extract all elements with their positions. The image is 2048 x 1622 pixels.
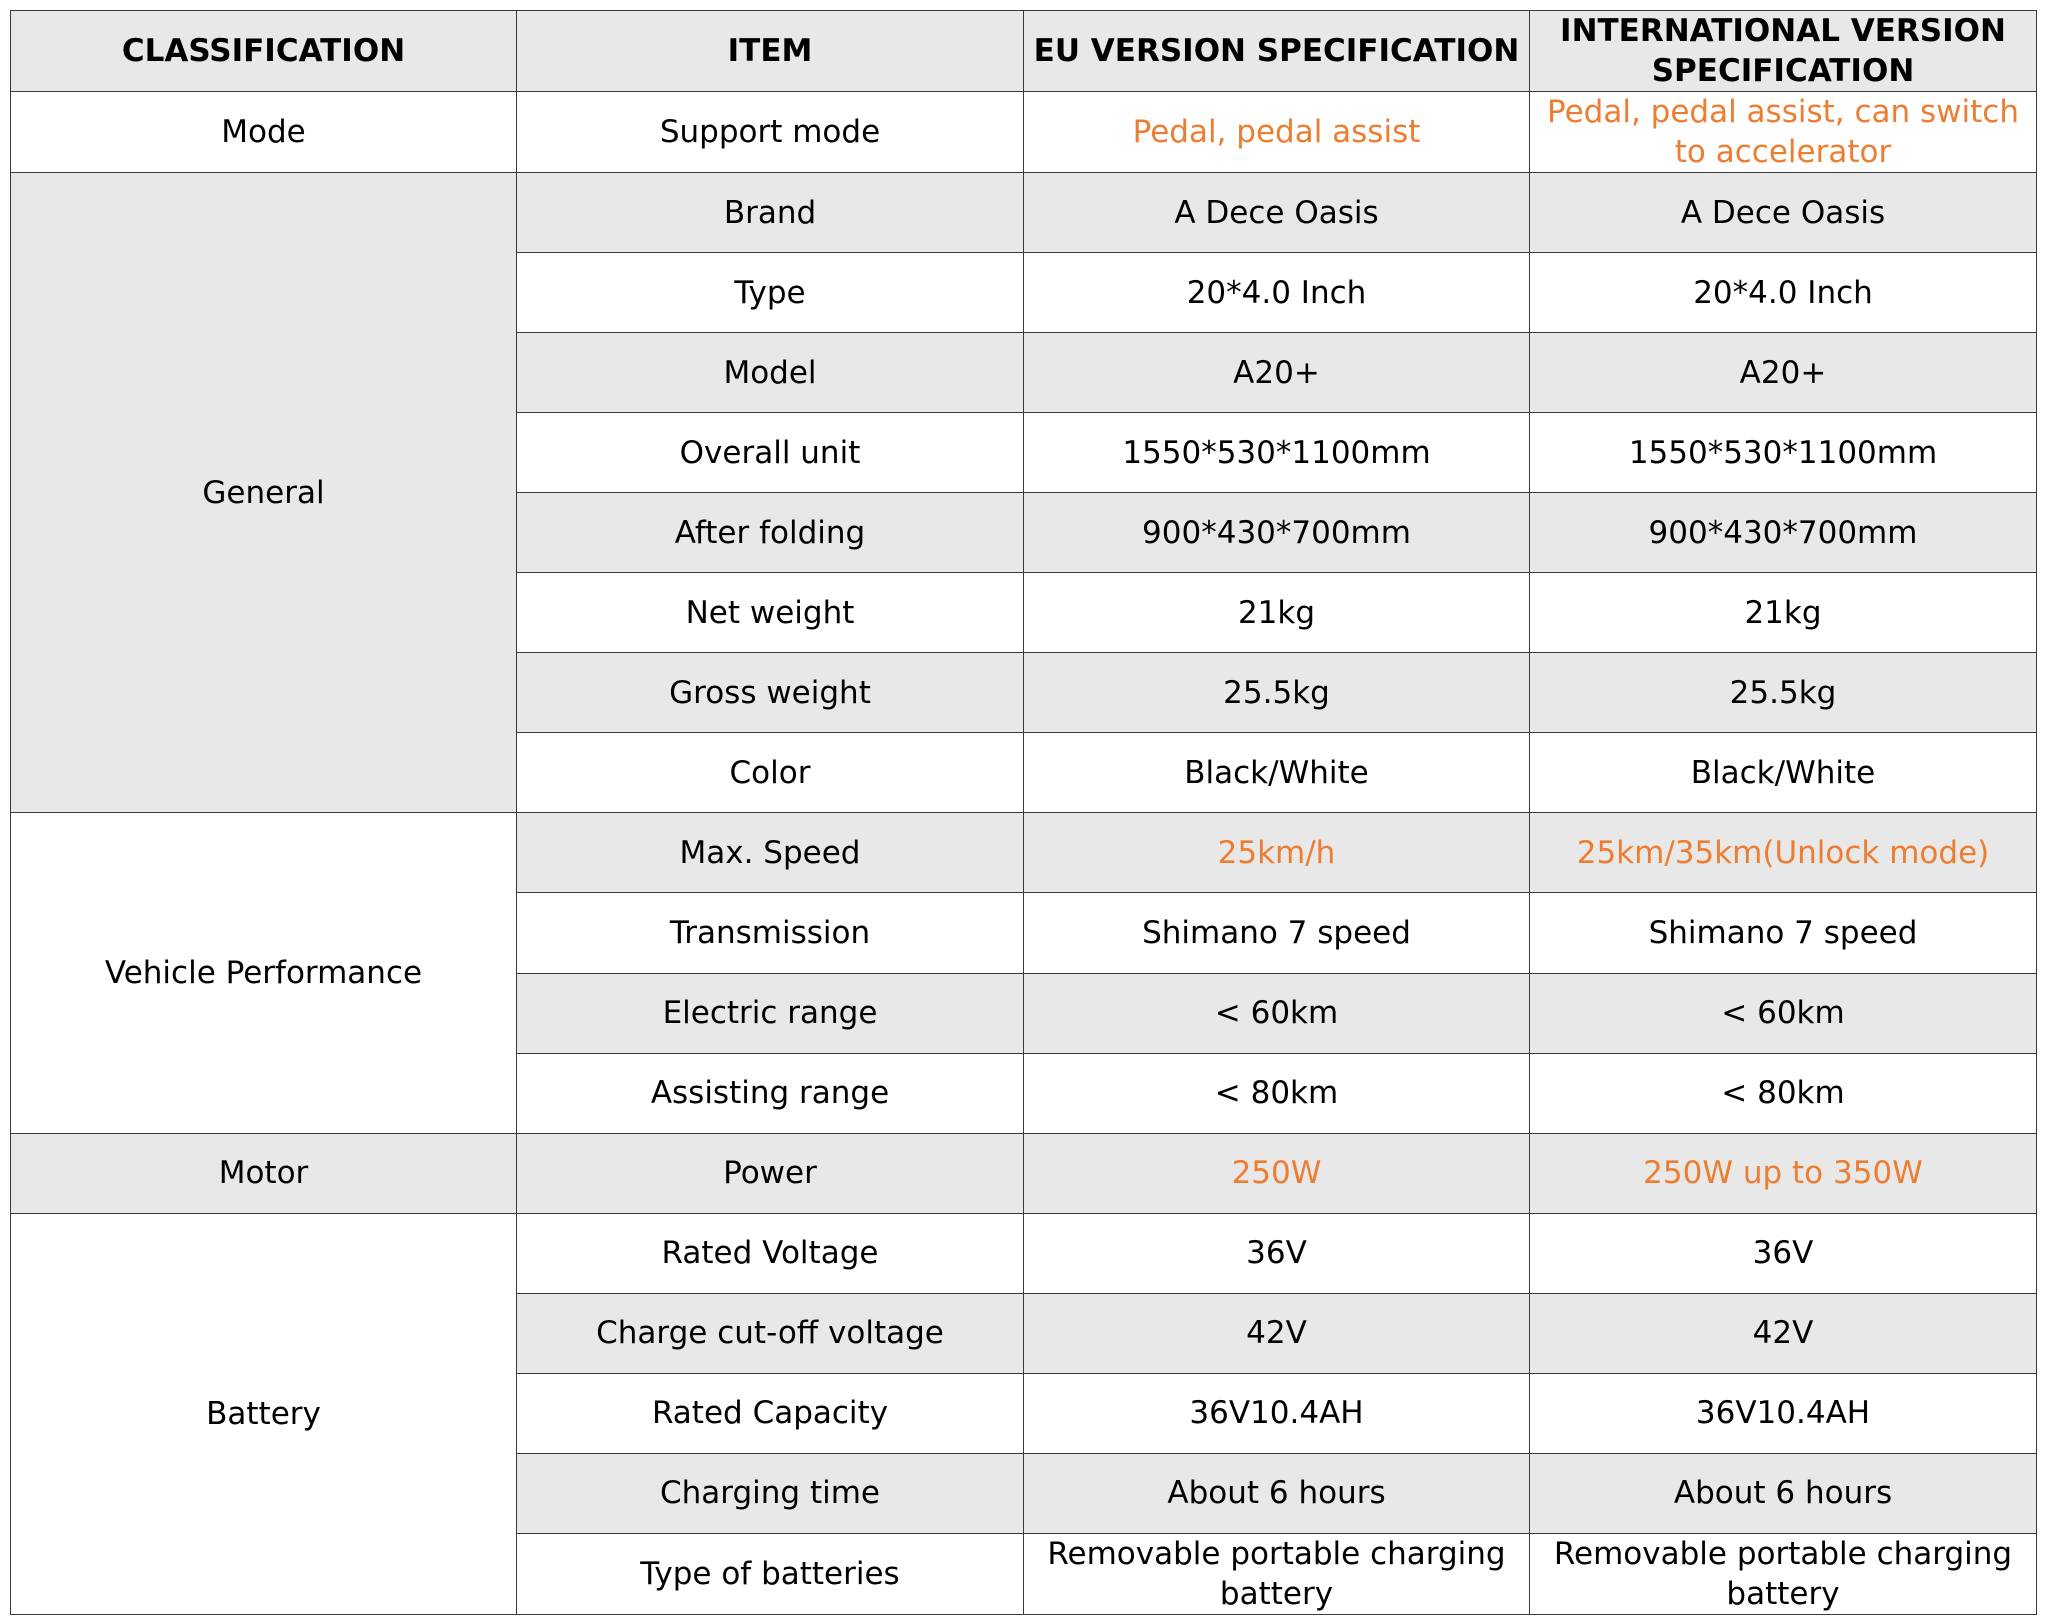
header-row [11,11,2037,92]
intl-spec-cell: 21kg [1530,573,2037,653]
header-classification: CLASSIFICATION [11,11,517,92]
item-cell: Electric range [517,973,1024,1053]
eu-spec-cell: 900*430*700mm [1024,493,1530,573]
eu-spec-cell: A20+ [1024,333,1530,413]
eu-spec-cell: Pedal, pedal assist [1024,92,1530,173]
item-cell: Net weight [517,573,1024,653]
item-cell: Color [517,733,1024,813]
header-eu-spec: EU VERSION SPECIFICATION [1024,11,1530,92]
item-cell: Support mode [517,92,1024,173]
table-row [11,813,2037,893]
classification-cell: Vehicle Performance [11,813,517,1133]
item-cell: Gross weight [517,653,1024,733]
classification-cell: Battery [11,1213,517,1614]
item-cell: Assisting range [517,1053,1024,1133]
item-cell: Max. Speed [517,813,1024,893]
intl-spec-cell: 20*4.0 Inch [1530,253,2037,333]
eu-spec-cell: Removable portable charging battery [1024,1533,1530,1614]
intl-spec-cell: Removable portable charging battery [1530,1533,2037,1614]
item-cell: Power [517,1133,1024,1213]
spec-table [10,10,2037,1615]
intl-spec-cell: 1550*530*1100mm [1530,413,2037,493]
spec-body [11,92,2037,1615]
eu-spec-cell: Shimano 7 speed [1024,893,1530,973]
item-cell: Type of batteries [517,1533,1024,1614]
item-cell: Rated Voltage [517,1213,1024,1293]
eu-spec-cell: 36V [1024,1213,1530,1293]
item-cell: Brand [517,173,1024,253]
intl-spec-cell: Black/White [1530,733,2037,813]
eu-spec-cell: About 6 hours [1024,1453,1530,1533]
intl-spec-cell: Shimano 7 speed [1530,893,2037,973]
table-row [11,1133,2037,1213]
eu-spec-cell: 42V [1024,1293,1530,1373]
intl-spec-cell: 900*430*700mm [1530,493,2037,573]
intl-spec-cell: 25km/35km(Unlock mode) [1530,813,2037,893]
classification-cell: Mode [11,92,517,173]
eu-spec-cell: 25.5kg [1024,653,1530,733]
intl-spec-cell: 42V [1530,1293,2037,1373]
eu-spec-cell: 1550*530*1100mm [1024,413,1530,493]
intl-spec-cell: 250W up to 350W [1530,1133,2037,1213]
eu-spec-cell: < 80km [1024,1053,1530,1133]
intl-spec-cell: A20+ [1530,333,2037,413]
item-cell: Charging time [517,1453,1024,1533]
intl-spec-cell: Pedal, pedal assist, can switch to accelerator [1530,92,2037,173]
eu-spec-cell: 250W [1024,1133,1530,1213]
item-cell: After folding [517,493,1024,573]
eu-spec-cell: 21kg [1024,573,1530,653]
intl-spec-cell: 36V10.4AH [1530,1373,2037,1453]
item-cell: Model [517,333,1024,413]
header-item: ITEM [517,11,1024,92]
item-cell: Rated Capacity [517,1373,1024,1453]
table-row [11,92,2037,173]
table-row [11,1213,2037,1293]
classification-cell: General [11,173,517,813]
header-intl-spec: INTERNATIONAL VERSION SPECIFICATION [1530,11,2037,92]
item-cell: Transmission [517,893,1024,973]
intl-spec-cell: < 60km [1530,973,2037,1053]
intl-spec-cell: < 80km [1530,1053,2037,1133]
eu-spec-cell: 36V10.4AH [1024,1373,1530,1453]
eu-spec-cell: A Dece Oasis [1024,173,1530,253]
eu-spec-cell: Black/White [1024,733,1530,813]
eu-spec-cell: < 60km [1024,973,1530,1053]
classification-cell: Motor [11,1133,517,1213]
intl-spec-cell: About 6 hours [1530,1453,2037,1533]
eu-spec-cell: 25km/h [1024,813,1530,893]
intl-spec-cell: 36V [1530,1213,2037,1293]
intl-spec-cell: A Dece Oasis [1530,173,2037,253]
item-cell: Type [517,253,1024,333]
intl-spec-cell: 25.5kg [1530,653,2037,733]
table-row [11,173,2037,253]
eu-spec-cell: 20*4.0 Inch [1024,253,1530,333]
item-cell: Charge cut-off voltage [517,1293,1024,1373]
item-cell: Overall unit [517,413,1024,493]
